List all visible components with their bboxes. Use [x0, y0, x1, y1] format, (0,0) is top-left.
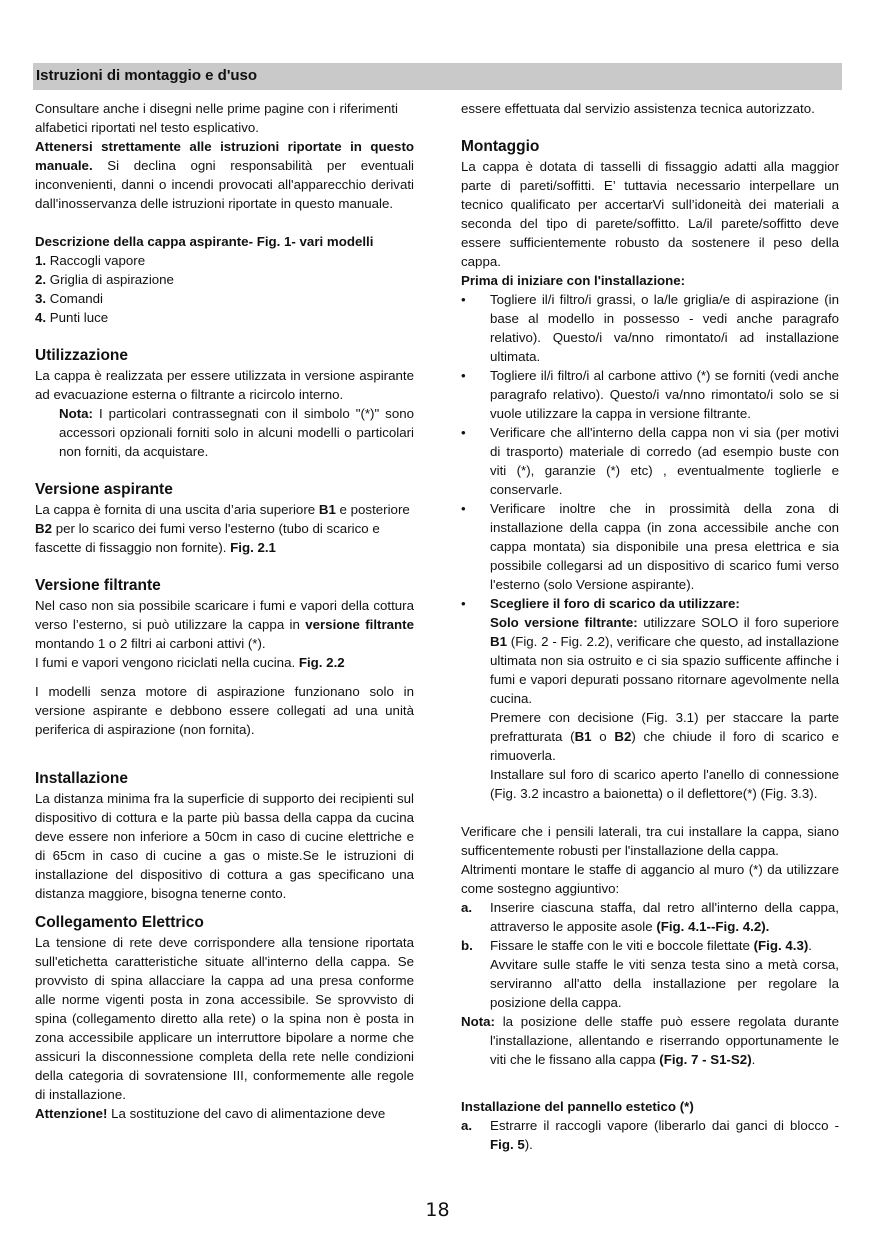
list-item: b. Fissare le staffe con le viti e boccole filettate (Fig. 4.3). Avvitare sulle staffe le viti senza testa sino a metà corsa, serviranno all'atto della installazione per regolare la posizione della cappa. — [461, 938, 839, 1010]
versione-aspirante-heading: Versione aspirante — [35, 481, 173, 498]
section-header-bar — [33, 63, 842, 90]
description-title: Descrizione della cappa aspirante- Fig. 1- vari modelli — [35, 234, 374, 249]
section-header-title: Istruzioni di montaggio e d'uso — [36, 67, 258, 84]
continued-paragraph: essere effettuata dal servizio assistenza tecnica autorizzato. — [461, 101, 815, 116]
list-item: • Togliere il/i filtro/i al carbone attivo (*) se forniti (vedi anche paragrafo relativo). Questo/i va/nno rimontato/i solo se si vuole utilizzare la cappa in versione filtrante. — [461, 368, 839, 421]
collegamento-text: La tensione di rete deve corrispondere alla tensione riportata sull'etichetta caratteristiche situate all'interno della cappa. Se provvisto di spina allacciare la cappa ad una presa conforme alle norme vigenti posta in zona accessibile. Se sprovvisto di spina (collegamento diretto alla rete) o la spina non è posta in zona accessibile applicare un interruttore bipolare a norme che assicuri la disconnessione completa della rete nelle condizioni della categoria di sovratensione III, conformemente alle regole di installazione. — [35, 935, 414, 1102]
left-column — [35, 99, 414, 1123]
versione-filtrante-heading: Versione filtrante — [35, 577, 161, 594]
versione-aspirante-text: La cappa è fornita di una uscita d’aria superiore B1 e posteriore B2 per lo scarico dei fumi verso l'esterno (tubo di scarico e fascette di fissaggio non fornite). Fig. 2.1 — [35, 502, 410, 555]
list-item: • Togliere il/i filtro/i grassi, o la/le griglia/e di aspirazione (in base al modello in possesso - vedi anche paragrafo relativo). Questo/i va/nno rimontato/i ad installazione ultimata. — [461, 292, 839, 364]
verifica-paragraph: Verificare che i pensili laterali, tra cui installare la cappa, siano sufficentemente robusti per l'installazione della cappa. — [461, 824, 839, 858]
right-column — [461, 99, 839, 1154]
list-item: a. Inserire ciascuna staffa, dal retro all'interno della cappa, attraverso le apposite asole (Fig. 4.1--Fig. 4.2). — [461, 900, 839, 934]
part-item: 3. Comandi — [35, 291, 104, 306]
installazione-text: La distanza minima fra la superficie di supporto dei recipienti sul dispositivo di cottura e la parte più bassa della cappa da cucina deve essere non inferiore a 50cm in caso di cucine elettriche e di 65cm in caso di cucine a gas o miste.Se le istruzioni di installazione del dispositivo di cottura a gas specificano una distanza maggiore, bisogna tenerne conto. — [35, 791, 414, 901]
list-item: • Verificare inoltre che in prossimità della zona di installazione della cappa (in zona accessibile anche con cappa montata) sia disponibile una presa elettrica e sia possibile collegarsi ad un dispositivo di scarico fumi verso l'esterno (solo Versione aspirante). — [461, 501, 839, 592]
nota-staffe-paragraph: Nota: la posizione delle staffe può essere regolata durante l'installazione, allentando e riserrando opportunamente le viti che le fissano alla cappa (Fig. 7 - S1-S2). — [461, 1014, 839, 1067]
montaggio-heading: Montaggio — [461, 138, 540, 155]
attenzione-paragraph: Attenzione! La sostituzione del cavo di alimentazione deve — [35, 1106, 386, 1121]
montaggio-text: La cappa è dotata di tasselli di fissaggio adatti alla maggior parte di pareti/soffitti. E’ tuttavia necessario interpellare un tecnico qualificato per accertarVi sull’idoneità dei materiali a seconda del tipo di parete/soffitto. La/il parete/soffitto deve essere sufficientemente robusto da sostenere il peso della cappa. — [461, 159, 839, 269]
prep-bullet-list — [461, 290, 839, 803]
altrimenti-paragraph: Altrimenti montare le staffe di aggancio al muro (*) da utilizzare come sostegno aggiuntivo: — [461, 862, 839, 896]
part-item: 4. Punti luce — [35, 310, 109, 325]
page-number: 18 — [425, 1199, 450, 1221]
part-item: 2. Griglia di aspirazione — [35, 272, 174, 287]
pannello-title: Installazione del pannello estetico (*) — [461, 1099, 694, 1114]
pannello-steps — [461, 1116, 839, 1154]
utilizzazione-text: La cappa è realizzata per essere utilizzata in versione aspirante ad evacuazione esterna o filtrante a ricircolo interno. — [35, 368, 414, 402]
steps-list — [461, 898, 839, 1012]
list-item: • Verificare che all'interno della cappa non vi sia (per motivi di trasporto) materiale di corredo (ad esempio buste con viti (*), garanzie (*) etc) , eventualmente toglierle e conservarle. — [461, 425, 839, 497]
versione-filtrante-note: I fumi e vapori vengono riciclati nella cucina. Fig. 2.2 — [35, 655, 345, 670]
installazione-heading: Installazione — [35, 770, 129, 787]
list-item: • Scegliere il foro di scarico da utilizzare: Solo versione filtrante: utilizzare SOLO il foro superiore B1 (Fig. 2 - Fig. 2.2), verificare che questo, ad installazione ultimata non sia ostruito e ci sia spazio sufficente affinche i fumi e vapori depurati possano ritornare agevolmente nella cucina. Premere con decisione (Fig. 3.1) per staccare la parte prefratturata (B1 o B2) che chiude il foro di scarico e rimuoverla. Installare sul foro di scarico aperto l'anello di connessione (Fig. 3.2 incastro a baionetta) o il deflettore(*) (Fig. 3.3). — [461, 596, 839, 801]
intro-paragraph: Consultare anche i disegni nelle prime pagine con i riferimenti alfabetici riportati nel testo esplicativo. — [35, 101, 398, 135]
versione-filtrante-text: Nel caso non sia possibile scaricare i fumi e vapori della cottura verso l’esterno, si può utilizzare la cappa in versione filtrante montando 1 o 2 filtri ai carboni attivi (*). — [35, 598, 414, 651]
utilizzazione-heading: Utilizzazione — [35, 347, 129, 364]
parts-list — [35, 251, 414, 327]
list-item: a. Estrarre il raccogli vapore (liberarlo dai ganci di blocco - Fig. 5). — [461, 1118, 839, 1152]
collegamento-heading: Collegamento Elettrico — [35, 914, 204, 931]
warning-paragraph: Attenersi strettamente alle istruzioni riportate in questo manuale. Si declina ogni responsabilità per eventuali inconvenienti, danni o incendi provocati all'apparecchio derivati dall'inosservanza delle istruzioni riportate in questo manuale. — [35, 139, 414, 211]
modelli-paragraph: I modelli senza motore di aspirazione funzionano solo in versione aspirante e debbono essere collegati ad una unità periferica di aspirazione (non fornita). — [35, 684, 414, 737]
part-item: 1. Raccogli vapore — [35, 253, 146, 268]
note-paragraph: Nota: I particolari contrassegnati con il simbolo "(*)" sono accessori opzionali forniti solo in alcuni modelli o particolari non forniti, da acquistare. — [59, 406, 414, 459]
prima-title: Prima di iniziare con l'installazione: — [461, 273, 686, 288]
